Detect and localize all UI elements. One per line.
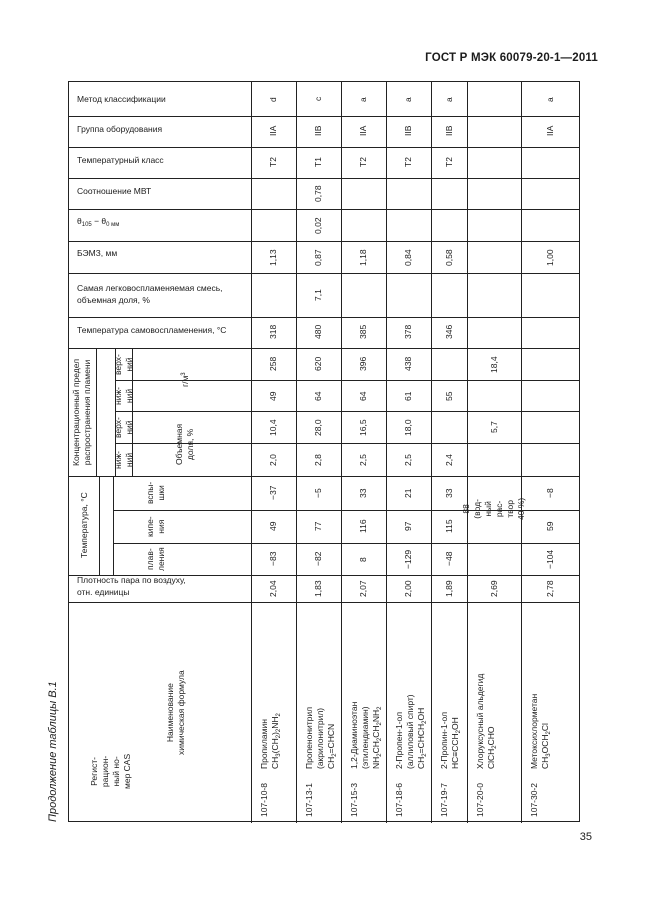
- row-divider: [69, 602, 580, 603]
- cell-temp_class: T2: [443, 157, 454, 167]
- cell-upper_mass: 396: [358, 356, 368, 371]
- cell-autoignition: 378: [403, 324, 413, 339]
- data-table: [68, 81, 580, 822]
- cell-lower_mass: 61: [403, 391, 413, 401]
- row-divider: [69, 241, 580, 242]
- cell-melt: −82: [313, 551, 323, 566]
- cell-bemz: 0,58: [443, 248, 454, 266]
- cell-vapor: 2,00: [403, 579, 413, 597]
- cell-melt: −83: [268, 551, 278, 566]
- cell-flash: 33: [443, 488, 454, 498]
- unit-label-mass: $г/м^3$: [179, 371, 190, 387]
- cell-lower_vol: 2,5: [358, 454, 368, 466]
- cell-upper_mass: 620: [313, 356, 323, 371]
- cell-group: IIA: [358, 125, 368, 136]
- cell-group: IIB: [313, 125, 323, 136]
- cell-lower_vol: 2,5: [403, 454, 413, 466]
- cell-temp_class: T2: [358, 157, 368, 167]
- standard-header: ГОСТ Р МЭК 60079-20-1—2011: [425, 52, 598, 64]
- cell-boil: 59: [545, 521, 555, 531]
- cell-upper_vol: 5,7: [488, 421, 499, 433]
- cell-cas: 107-13-1: [304, 782, 314, 817]
- column-divider: [113, 476, 114, 575]
- column-divider: [386, 82, 387, 823]
- cell-group: IIB: [403, 125, 413, 136]
- cell-bemz: 0,87: [313, 248, 323, 266]
- cell-vapor: 2,04: [268, 579, 278, 597]
- cell-autoignition: 318: [268, 324, 278, 339]
- cell-name-formula: 2-Пропен-1-ол (аллиловый спирт) $CH_2=CHCH_2OH$: [394, 694, 429, 769]
- cell-theta: 0,02: [313, 216, 323, 234]
- cell-autoignition: 385: [358, 324, 368, 339]
- row-label-theta: $\theta_{105} - \theta_{0 мм}$: [77, 216, 120, 228]
- cell-flash: −8: [545, 488, 555, 498]
- cell-vapor: 1,89: [443, 579, 454, 597]
- cell-melt: −48: [443, 551, 454, 566]
- chemical-formula: $CH_2=CHCH_2OH$: [416, 707, 429, 769]
- column-divider: [341, 82, 342, 823]
- column-divider: [99, 476, 100, 575]
- sub-label-upper-mass: верх- ний: [113, 353, 135, 375]
- cell-method: a: [358, 96, 368, 102]
- sub-label-upper-vol: верх- ний: [113, 416, 135, 438]
- row-divider: [69, 209, 580, 210]
- row-label-method: Метод классификации: [77, 94, 166, 104]
- cell-lower_mass: 64: [358, 391, 368, 401]
- cell-cas: 107-20-0: [475, 782, 485, 817]
- cell-flash: −37: [268, 485, 278, 500]
- cell-flash: 33: [358, 488, 368, 498]
- row-label-vapor-line2: отн. единицы: [77, 587, 130, 597]
- cell-name-formula: 2-Пропин-1-ол $HC\equiv CCH_2OH$: [439, 711, 463, 769]
- cell-cas: 107-19-7: [439, 782, 449, 817]
- row-label-group: Группа оборудования: [77, 124, 163, 134]
- column-divider: [96, 348, 97, 476]
- cell-upper_mass: 18,4: [488, 355, 499, 373]
- cell-melt: −104: [545, 549, 555, 569]
- cell-name-formula: Метоксихлорметан $CH_3OCH_2Cl$: [529, 693, 553, 769]
- row-label-bemz: БЭМЗ, мм: [77, 248, 118, 258]
- row-label-lightest-line2: объемная доля, %: [77, 295, 150, 305]
- cell-name-formula: 1,2-Диаминоэтан (этилендиамин) $NH_2CH_2CH_2NH_2$: [349, 701, 384, 769]
- cell-cas: 107-30-2: [529, 782, 539, 817]
- cell-method: a: [545, 96, 555, 102]
- cell-lower_vol: 2,4: [443, 454, 454, 466]
- cell-autoignition: 346: [443, 324, 454, 339]
- cell-vapor: 2,69: [488, 579, 499, 597]
- cell-lower_vol: 2,8: [313, 454, 323, 466]
- cell-bemz: 0,84: [403, 248, 413, 266]
- chemical-formula: $CH_3(CH_2)_2NH_2$: [270, 713, 283, 769]
- cell-boil: 115: [443, 519, 454, 533]
- row-divider: [69, 147, 580, 148]
- cell-temp_class: T2: [403, 157, 413, 167]
- row-label-autoignition: Температура самовоспламенения, °С: [77, 325, 227, 335]
- cell-upper_vol: 28,0: [313, 418, 323, 436]
- chemical-formula: $CH_3OCH_2Cl$: [540, 723, 553, 769]
- cell-mvt: 0,78: [313, 184, 323, 202]
- cell-upper_vol: 18,0: [403, 418, 413, 436]
- table-caption: Продолжение таблицы В.1: [47, 681, 59, 822]
- cell-flash: 88 (вод- ный рас- твор 40 %): [461, 497, 527, 520]
- cell-flash: 21: [403, 488, 413, 498]
- row-divider: [69, 476, 580, 477]
- chemical-formula: $HC\equiv CCH_2OH$: [450, 717, 463, 769]
- row-divider: [69, 116, 580, 117]
- cell-name-formula: Пропенонитрил (акрилонитрил) $CH_2=CHCN$: [304, 706, 339, 769]
- cell-upper_vol: 16,5: [358, 418, 368, 436]
- row-label-lightest-line1: Самая легковоспламеняемая смесь,: [77, 283, 223, 293]
- column-divider: [251, 82, 252, 823]
- cell-boil: 77: [313, 521, 323, 531]
- cell-method: d: [268, 96, 278, 102]
- column-divider: [431, 82, 432, 823]
- cell-temp_class: T2: [268, 157, 278, 167]
- cell-upper_mass: 438: [403, 356, 413, 371]
- chemical-formula: $CH_2=CHCN$: [326, 723, 339, 769]
- cell-cas: 107-15-3: [349, 782, 359, 817]
- column-divider: [296, 82, 297, 823]
- cell-bemz: 1,13: [268, 248, 278, 266]
- row-divider: [115, 411, 580, 412]
- cell-group: IIA: [268, 125, 278, 136]
- chemical-formula: $NH_2CH_2CH_2NH_2$: [371, 706, 384, 769]
- group-label-concentration: Концентрационный предел распространения пламени: [71, 358, 93, 466]
- cell-upper_vol: 10,4: [268, 418, 278, 436]
- cell-autoignition: 480: [313, 324, 323, 339]
- cell-method: c: [313, 96, 323, 101]
- cell-lightest: 7,1: [313, 289, 323, 301]
- cell-lower_mass: 64: [313, 391, 323, 401]
- cell-boil: 49: [268, 521, 278, 531]
- cell-bemz: 1,18: [358, 248, 368, 266]
- cell-method: a: [403, 96, 413, 102]
- cell-vapor: 2,07: [358, 579, 368, 597]
- row-divider: [113, 543, 580, 544]
- row-divider: [69, 178, 580, 179]
- cell-lower_vol: 2,0: [268, 454, 278, 466]
- cell-group: IIA: [545, 125, 555, 136]
- row-divider: [69, 273, 580, 274]
- sub-label-boil: кипе- ния: [145, 515, 167, 537]
- cell-cas: 107-18-6: [394, 782, 404, 817]
- sub-label-flash: вспы- шки: [145, 481, 167, 504]
- header-name-formula: Наименование химическая формула: [165, 669, 187, 755]
- cell-lower_mass: 49: [268, 391, 278, 401]
- cell-method: a: [443, 96, 454, 102]
- cell-bemz: 1,00: [545, 248, 555, 266]
- column-divider: [521, 82, 522, 823]
- cell-lower_mass: 55: [443, 391, 454, 401]
- cell-flash: −5: [313, 488, 323, 498]
- group-label-temperature: Температура, °С: [78, 492, 89, 558]
- cell-upper_mass: 258: [268, 356, 278, 371]
- cell-vapor: 2,78: [545, 579, 555, 597]
- cell-boil: 116: [358, 519, 368, 533]
- cell-vapor: 1,83: [313, 579, 323, 597]
- row-label-vapor-line1: Плотность пара по воздуху,: [77, 575, 186, 585]
- row-label-mvt: Соотношение МВТ: [77, 186, 152, 196]
- chemical-formula: ClCH$_2$CHO: [486, 726, 499, 769]
- cell-group: IIB: [443, 125, 454, 136]
- row-divider: [69, 317, 580, 318]
- cell-melt: −129: [403, 549, 413, 569]
- cell-temp_class: T1: [313, 157, 323, 167]
- cell-cas: 107-10-8: [259, 782, 269, 817]
- page-number: 35: [579, 831, 592, 843]
- column-divider: [467, 82, 468, 823]
- sub-label-melt: плав- ления: [145, 547, 167, 571]
- cell-boil: 97: [403, 521, 413, 531]
- cell-name-formula: Хлоруксусный альдегид ClCH$_2$CHO: [475, 673, 499, 769]
- sub-label-lower-vol: ниж- ний: [113, 451, 135, 469]
- cell-melt: 8: [358, 556, 368, 562]
- row-label-temp-class: Температурный класс: [77, 155, 164, 165]
- cell-name-formula: Пропиламин $CH_3(CH_2)_2NH_2$: [259, 713, 283, 769]
- header-cas: Регист- рацион- ный но- мер CAS: [89, 753, 133, 789]
- row-divider: [69, 348, 580, 349]
- sub-label-lower-mass: ниж- ний: [113, 387, 135, 405]
- unit-label-volume: Объемная доля, %: [174, 423, 196, 465]
